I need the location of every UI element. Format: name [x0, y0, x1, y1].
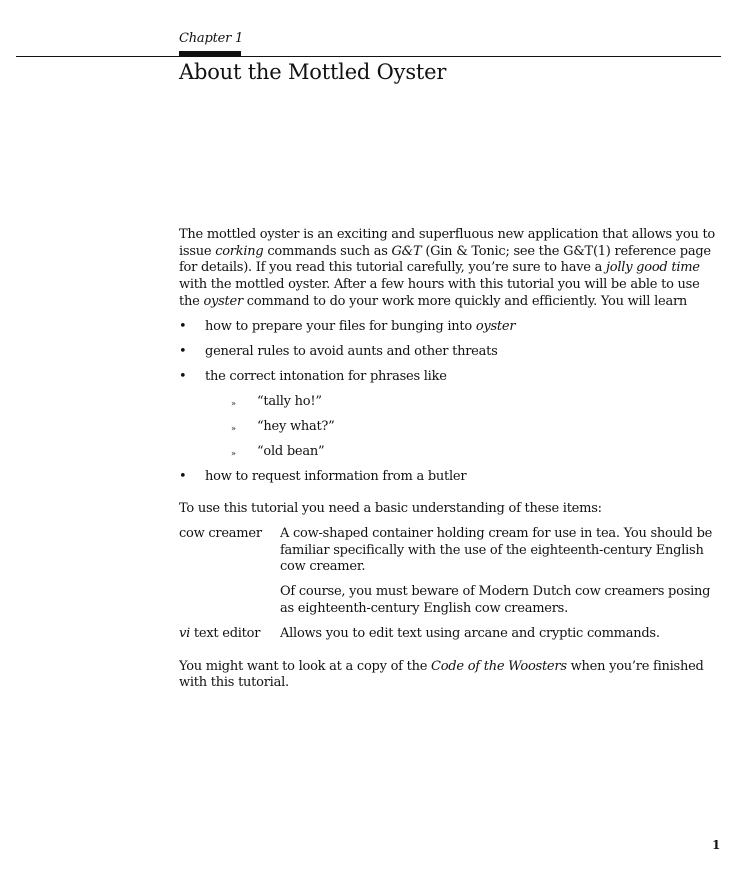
sub-list-item: » “old bean”	[205, 444, 719, 461]
intro-text: (Gin & Tonic; see the G&T(1) reference page for details). If you read this tutorial carefully, you’re sure to have a	[179, 243, 711, 276]
bullet-list	[179, 319, 719, 486]
intro-emphasis: jolly good time	[606, 260, 700, 276]
sub-list	[205, 394, 719, 461]
intro-emphasis: oyster	[203, 293, 243, 309]
header-rule	[16, 56, 721, 57]
intro-text: The mottled oyster is an exciting and superfluous new application that allows you to issue	[179, 227, 716, 259]
intro-emphasis: G&T	[391, 243, 422, 259]
definition-paragraph: A cow-shaped container holding cream for use in tea. You should be familiar specifically with the use of the eighteenth-century English cow creamer.	[280, 525, 713, 575]
closing-text: You might want to look at a copy of the	[179, 658, 432, 674]
list-item-text: the correct intonation for phrases like	[205, 368, 447, 384]
body-text	[179, 227, 719, 692]
intro-emphasis: corking	[215, 243, 264, 259]
intro-text: with the mottled oyster. After a few hours with this tutorial you will be able to use the	[179, 277, 700, 309]
definition-term	[179, 626, 280, 643]
page-title: About the Mottled Oyster	[179, 60, 447, 84]
definition-paragraph: Of course, you must beware of Modern Dutch cow creamers posing as eighteenth-century English cow creamers.	[280, 584, 711, 617]
intro-text: command to do your work more quickly and efficiently. You will learn	[242, 293, 688, 309]
definition-term: cow creamer	[179, 525, 262, 541]
list-item-emphasis: oyster	[475, 318, 516, 334]
list-item	[179, 319, 719, 336]
sub-list-item: » “hey what?”	[205, 419, 719, 436]
definition-text: Allows you to edit text using arcane and cryptic commands.	[280, 626, 660, 642]
definition-row	[179, 526, 719, 618]
list-item: • how to request information from a butler	[179, 469, 719, 486]
chapter-label: Chapter 1	[179, 31, 244, 46]
prereq-intro: To use this tutorial you need a basic understanding of these items:	[179, 501, 602, 517]
sub-list-item: » “tally ho!”	[205, 394, 719, 411]
list-item: • general rules to avoid aunts and other threats	[179, 344, 719, 361]
definition-list	[179, 526, 719, 643]
page-number: 1	[712, 838, 721, 852]
closing-text: when you’re finished with this tutorial.	[179, 658, 704, 691]
list-item	[179, 369, 719, 461]
definition-term-text: text editor	[190, 626, 261, 642]
definition-text	[280, 526, 719, 618]
closing-emphasis: Code of the Woosters	[431, 658, 567, 674]
list-item-text: how to prepare your files for bunging into	[205, 318, 476, 334]
closing-paragraph	[179, 659, 719, 692]
intro-paragraph	[179, 227, 719, 311]
definition-row	[179, 626, 719, 643]
definition-term-emphasis: vi	[179, 626, 191, 642]
intro-text: commands such as	[263, 243, 392, 259]
